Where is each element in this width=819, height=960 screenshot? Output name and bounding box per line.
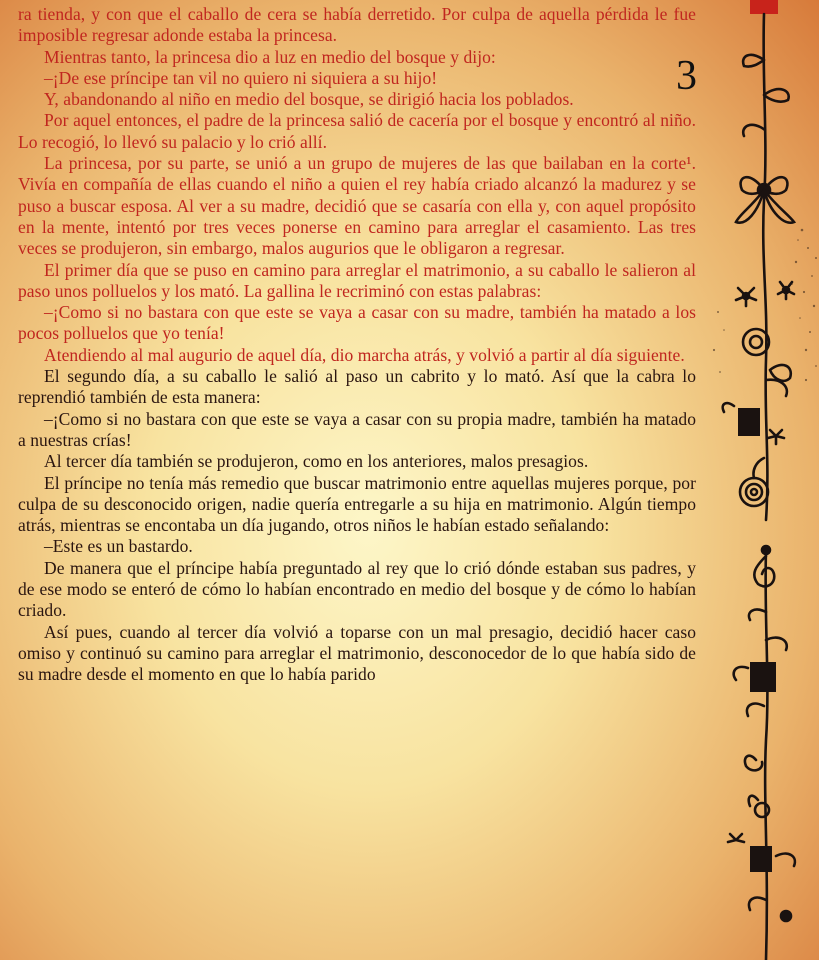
paragraph-16: Así pues, cuando al tercer día volvió a toparse con un mal presagio, decidió hacer caso omiso y continuó su camino para arreglar el matrimonio, desconocedor de lo que había sido de su madre desde el momento en que lo había parido [18,621,696,685]
paragraph-5: Por aquel entonces, el padre de la princesa salió de cacería por el bosque y encontró al niño. Lo recogió, lo llevó su palacio y lo crió allí. [18,110,696,152]
paragraph-4: Y, abandonando al niño en medio del bosque, se dirigió hacia los poblados. [44,89,574,110]
paragraph-7: El primer día que se puso en camino para arreglar el matrimonio, a su caballo le salieron al paso unos polluelos y los mató. La gallina le recriminó con estas palabras: [18,259,696,301]
paragraph-15: De manera que el príncipe había preguntado al rey que lo crió dónde estaban sus padres, y de ese modo se enteró de cómo lo habían encontrado en medio del bosque y de cómo lo habían criado. [18,557,696,621]
paragraph-10: El segundo día, a su caballo le salió al paso un cabrito y lo mató. Así que la cabra lo reprendió también de esta manera: [18,366,696,408]
paragraph-3: –¡De ese príncipe tan vil no quiero ni siquiera a su hijo! [44,67,438,88]
paragraph-12: Al tercer día también se produjeron, como en los anteriores, malos presagios. [44,451,589,472]
paragraph-14: –Este es un bastardo. [44,536,193,557]
floral-vine-border [706,0,819,960]
paragraph-6: La princesa, por su parte, se unió a un grupo de mujeres de las que bailaban en la corte¹. Vivía en compañía de ellas cuando el niño a quien el rey había criado alcanzó la madurez y se puso a buscar esposa. Al ver a su madre, decidió que se casaría con ella y, con aquel propósito en la mente, intentó por tres veces ponerse en camino para arreglar el casamiento. Las tres veces se produjeron, sin embargo, malos augurios que le obligaron a regresar. [18,153,696,259]
paragraph-1: ra tienda, y con que el caballo de cera se había derretido. Por culpa de aquella pérdida le fue imposible regresar adonde estaba la princesa. [18,4,696,46]
paragraph-9: Atendiendo al mal augurio de aquel día, dio marcha atrás, y volvió a partir al día siguiente. [44,344,685,365]
paragraph-13: El príncipe no tenía más remedio que buscar matrimonio entre aquellas mujeres porque, por culpa de su desconocido origen, nadie quería entregarle a su hija en matrimonio. Algún tiempo atrás, mientras se encontaba un día jugando, otros niños le habían estado señalando: [18,472,696,536]
story-text [18,4,696,686]
page-number: 3 [676,53,697,99]
paragraph-11: –¡Como si no bastara con que este se vaya a casar con su propia madre, también ha matado a nuestras crías! [18,408,696,450]
paragraph-8: –¡Como si no bastara con que este se vaya a casar con su madre, también ha matado a los pocos polluelos que yo tenía! [18,302,696,344]
paragraph-2: Mientras tanto, la princesa dio a luz en medio del bosque y dijo: [44,46,496,67]
